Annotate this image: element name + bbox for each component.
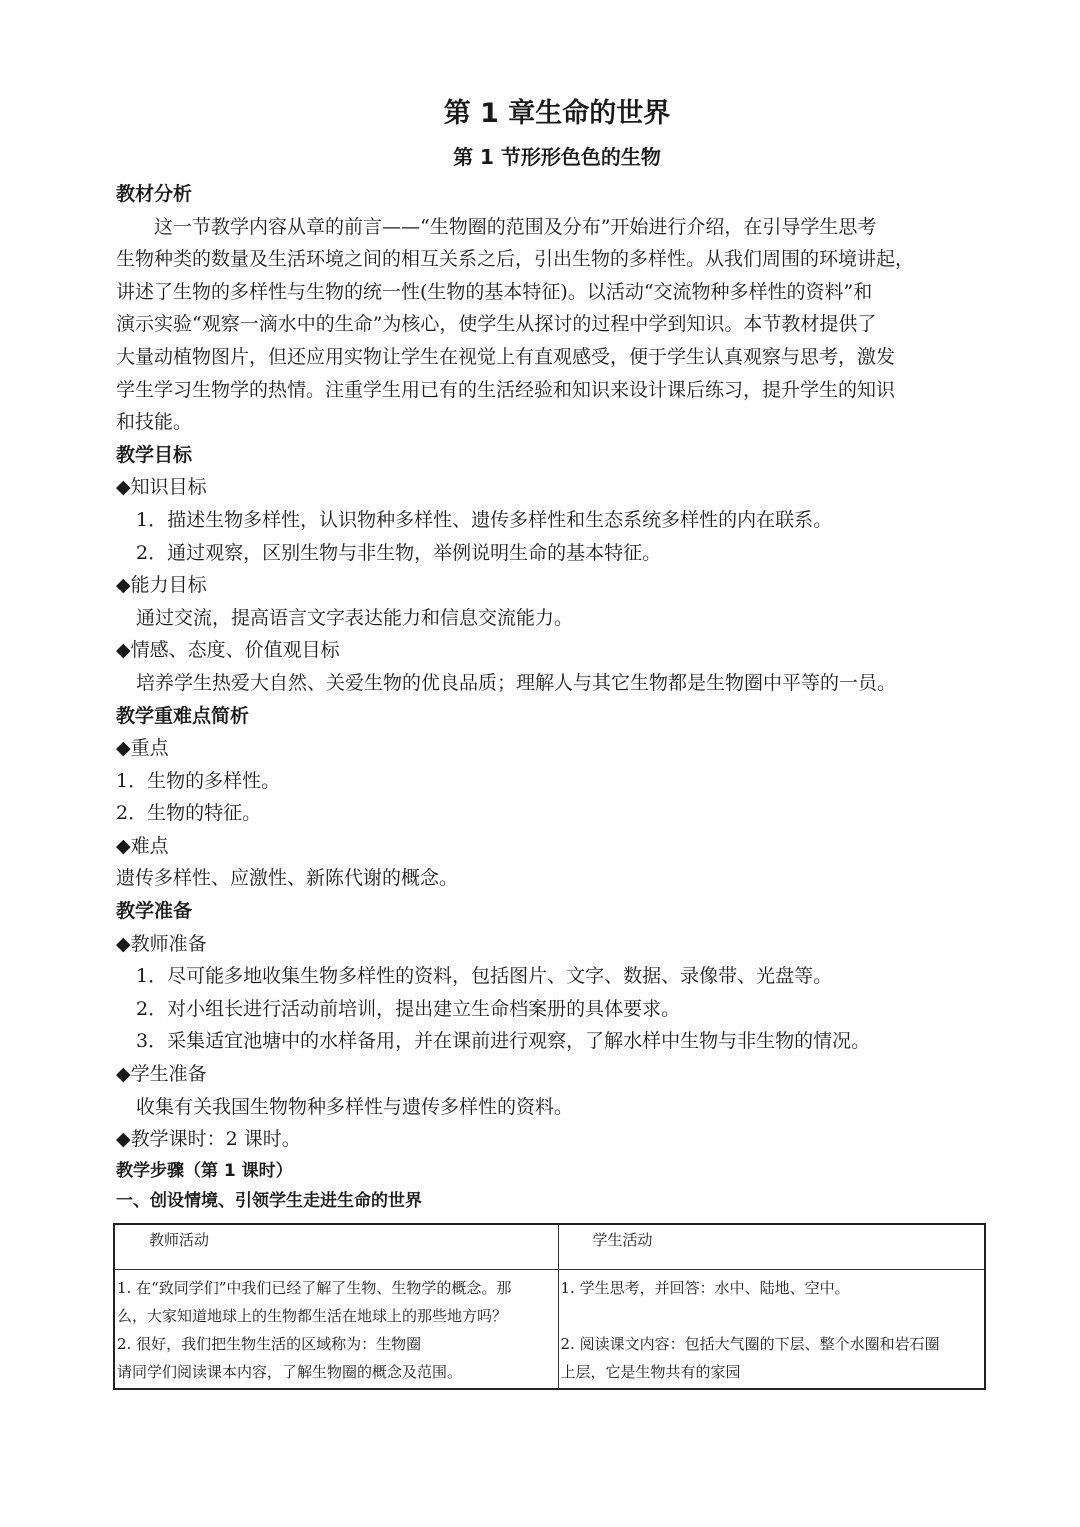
teacher-activity-line: 请同学们阅读课本内容，了解生物圈的概念及范围。 [117,1363,463,1381]
student-activity-line: 1. 学生思考，并回答：水中、陆地、空中。 [560,1279,850,1297]
teacher-activity-header: 教师活动 [114,1224,558,1270]
knowledge-goal-item: 1．描述生物多样性，认识物种多样性、遗传多样性和生态系统多样性的内在联系。 [136,508,833,531]
preparation-heading: 教学准备 [116,900,193,923]
student-prep-heading: ◆学生准备 [116,1063,207,1086]
key-points-heading: 教学重难点简析 [116,704,250,727]
section-title: 第 1 节形形色色的生物 [453,145,661,169]
document-body [116,92,998,1216]
teacher-prep-item: 1．尽可能多地收集生物多样性的资料，包括图片、文字、数据、录像带、光盘等。 [136,965,833,988]
analysis-line: 和技能。 [116,411,193,434]
class-hours: ◆教学课时：2 课时。 [116,1128,301,1151]
teacher-activity-line: 2. 很好，我们把生物生活的区域称为：生物圈 [117,1335,422,1353]
analysis-line: 讲述了生物的多样性与生物的统一性(生物的基本特征)。以活动“交流物种多样性的资料”和 [116,280,873,303]
chapter-title: 第 1 章生命的世界 [443,98,671,129]
analysis-line: 演示实验“观察一滴水中的生命”为核心，使学生从探讨的过程中学到知识。本节教材提供了 [116,313,877,336]
analysis-line: 学生学习生物学的热情。注重学生用已有的生活经验和知识来设计课后练习，提升学生的知识 [116,378,896,401]
teacher-activity-cell [114,1270,558,1390]
student-prep-text: 收集有关我国生物物种多样性与遗传多样性的资料。 [136,1095,574,1118]
emotion-goals-heading: ◆情感、态度、价值观目标 [116,639,340,662]
teacher-prep-item: 3．采集适宜池塘中的水样备用，并在课前进行观察，了解水样中生物与非生物的情况。 [136,1030,871,1053]
emotion-goal-text: 培养学生热爱大自然、关爱生物的优良品质；理解人与其它生物都是生物圈中平等的一员。 [136,671,897,694]
teacher-prep-heading: ◆教师准备 [116,932,207,955]
ability-goal-text: 通过交流，提高语言文字表达能力和信息交流能力。 [136,606,574,629]
knowledge-goals-heading: ◆知识目标 [116,476,207,499]
knowledge-goal-item: 2．通过观察，区别生物与非生物，举例说明生命的基本特征。 [136,541,662,564]
cell-spacer [561,1302,983,1330]
analysis-heading: 教材分析 [116,183,193,205]
focus-item: 1．生物的多样性。 [116,769,281,792]
difficulty-heading: ◆难点 [116,834,169,857]
part-one-heading: 一、创设情境、引领学生走进生命的世界 [116,1190,422,1211]
focus-heading: ◆重点 [116,737,169,760]
teacher-activity-line: 么，大家知道地球上的生物都生活在地球上的那些地方吗？ [117,1307,508,1325]
teacher-activity-line: 1. 在“致同学们”中我们已经了解了生物、生物学的概念。那 [117,1279,512,1297]
ability-goals-heading: ◆能力目标 [116,574,207,597]
analysis-line: 这一节教学内容从章的前言——“生物圈的范围及分布”开始进行介绍，在引导学生思考 [154,215,877,238]
analysis-line: 生物种类的数量及生活环境之间的相互关系之后，引出生物的多样性。从我们周围的环境讲起， [116,248,915,271]
analysis-paragraph [116,211,998,439]
focus-item: 2．生物的特征。 [116,802,262,825]
steps-heading: 教学步骤（第 1 课时） [116,1160,293,1181]
table-header-row [114,1224,985,1270]
activities-table [113,1223,986,1390]
table-row [114,1270,985,1390]
student-activity-line: 2. 阅读课文内容：包括大气圈的下层、整个水圈和岩石圈 [560,1335,940,1353]
analysis-line: 大量动植物图片，但还应用实物让学生在视觉上有直观感受，便于学生认真观察与思考，激发 [116,345,896,368]
student-activity-line: 上层，它是生物共有的家园 [560,1363,741,1381]
difficulty-text: 遗传多样性、应激性、新陈代谢的概念。 [116,867,459,890]
student-activity-header: 学生活动 [558,1224,985,1270]
goals-heading: 教学目标 [116,443,193,466]
student-activity-cell [558,1270,985,1390]
teacher-prep-item: 2．对小组长进行活动前培训，提出建立生命档案册的具体要求。 [136,997,681,1020]
